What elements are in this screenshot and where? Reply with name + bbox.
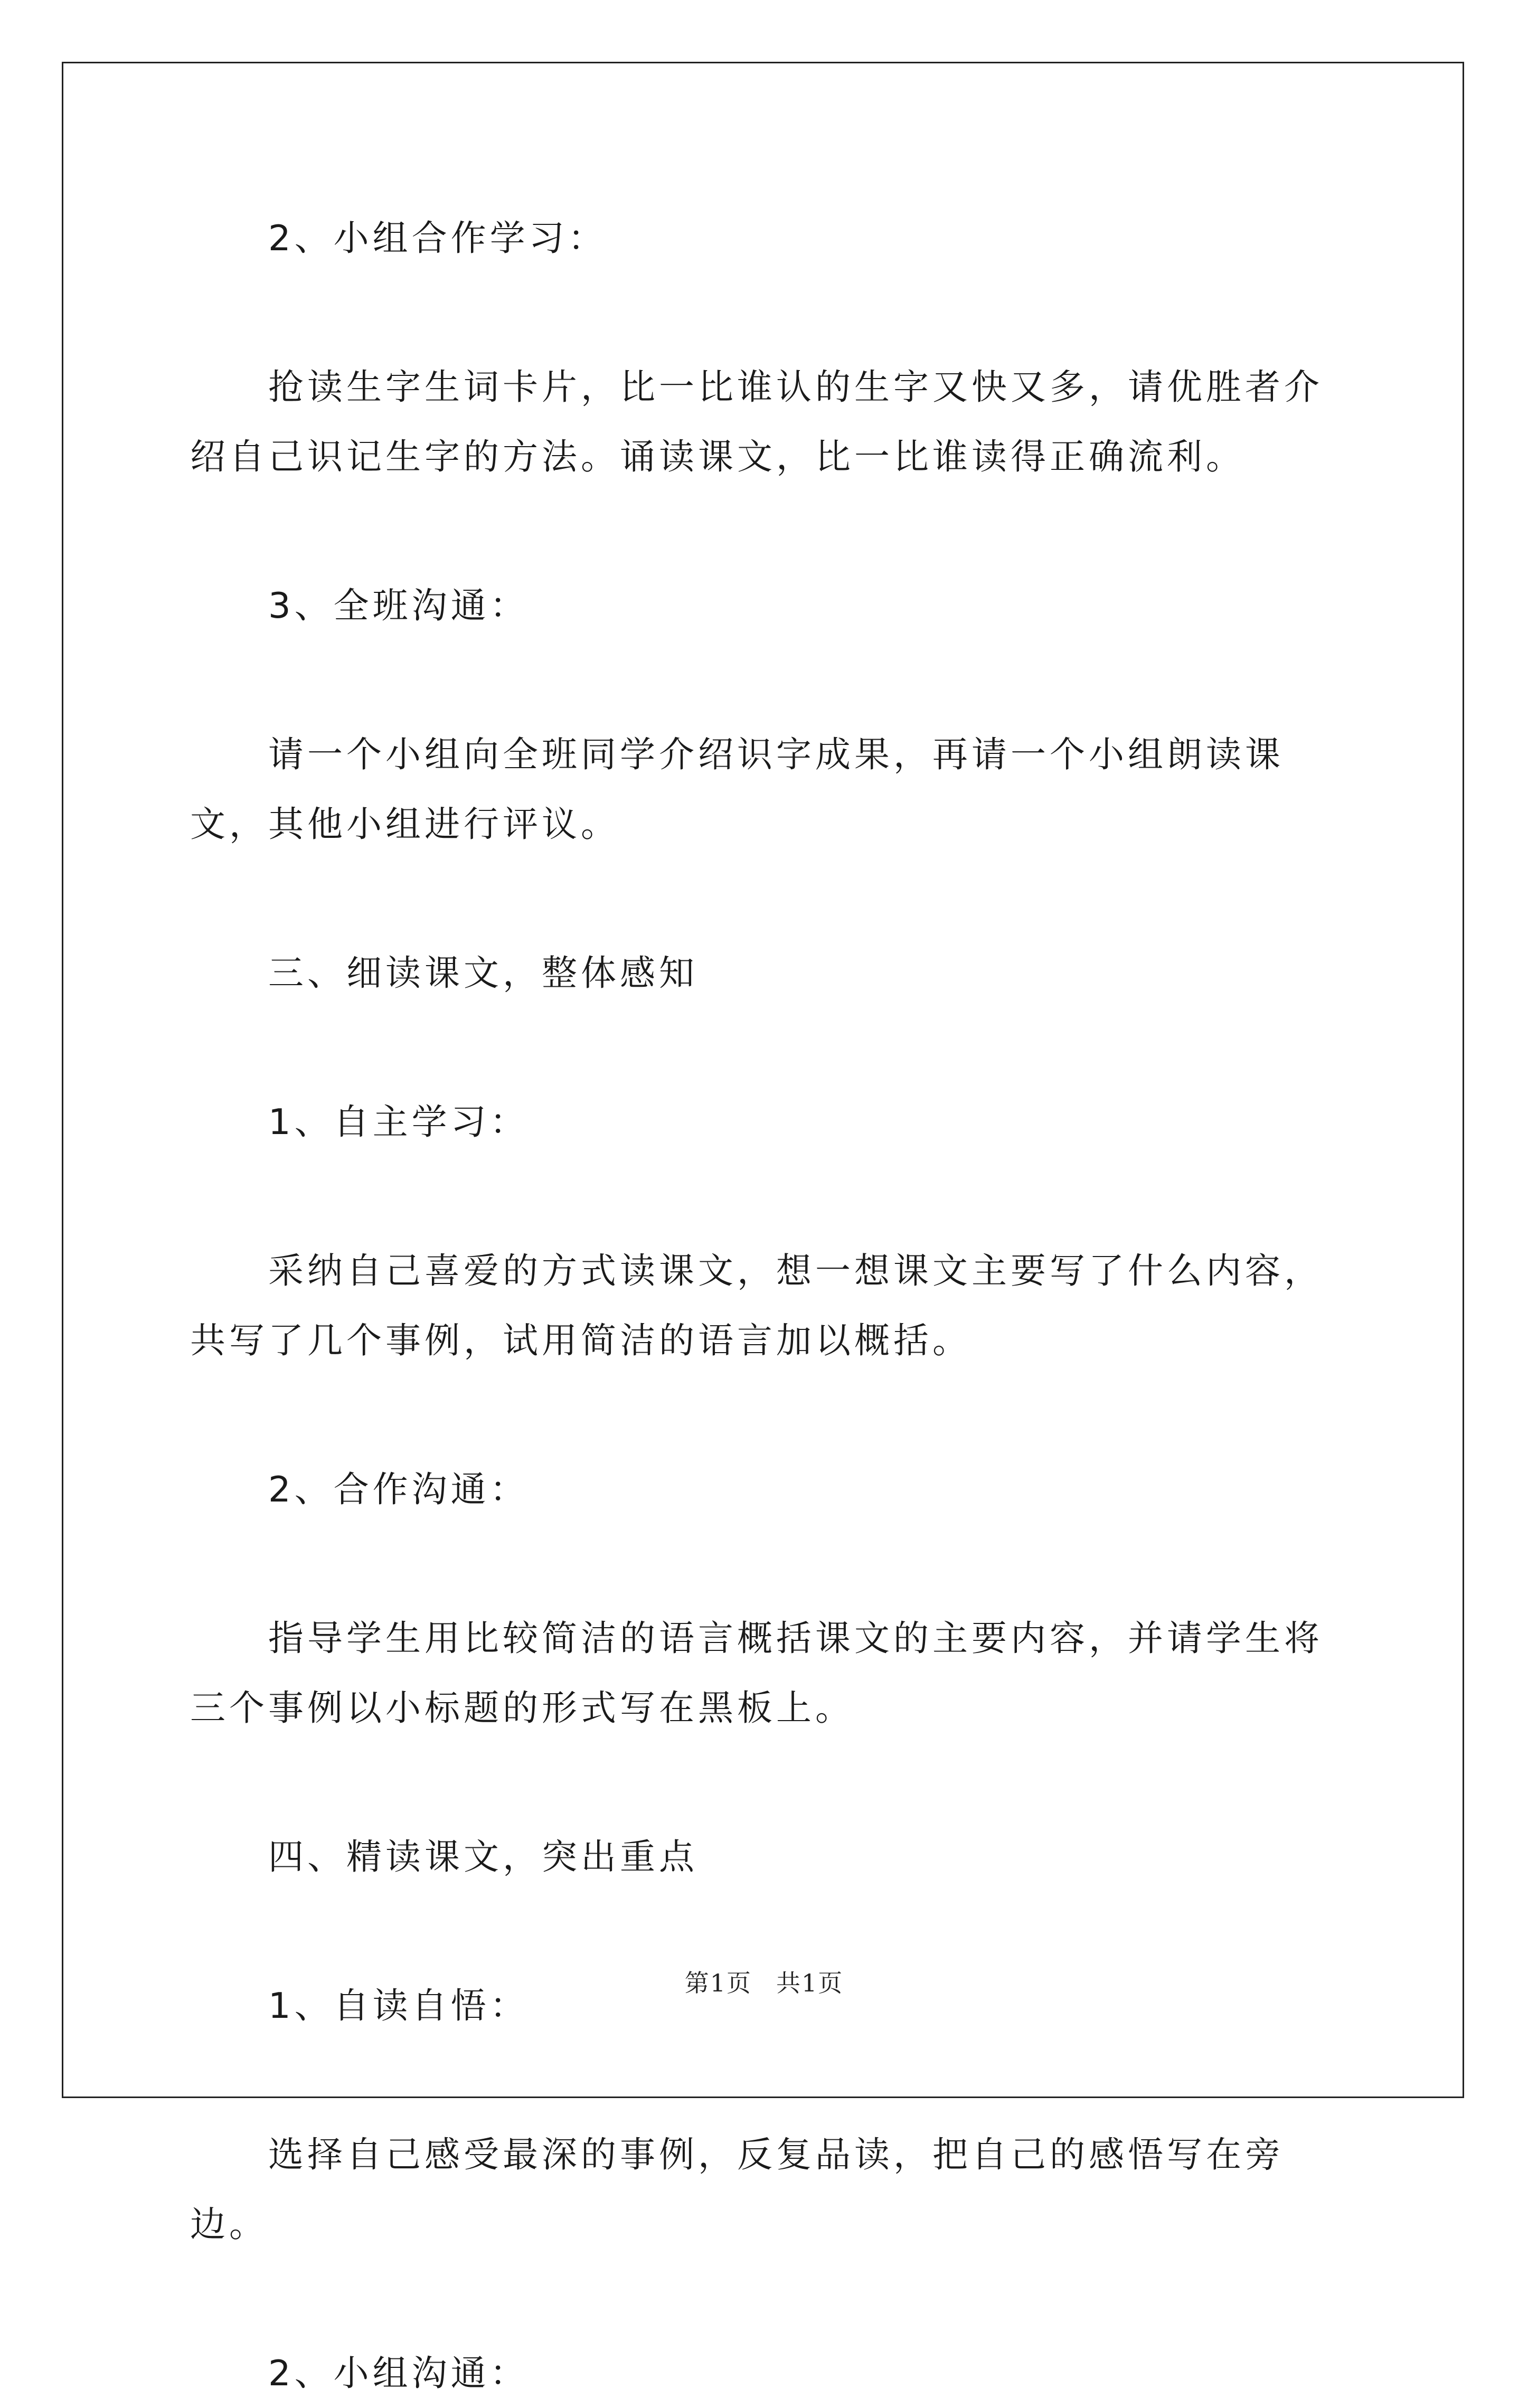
section-heading: 三、细读课文，整体感知 xyxy=(268,952,698,994)
page-number: 第1页 xyxy=(684,1969,752,1997)
page-total: 共1页 xyxy=(776,1969,844,1997)
paragraph: 1、自读自悟： xyxy=(268,1985,529,2026)
paragraph: 2、小组沟通： xyxy=(268,2353,529,2394)
paragraph: 选择自己感受最深的事例，反复品读，把自己的感悟写在旁边。 xyxy=(190,2134,1284,2245)
section-heading: 四、精读课文，突出重点 xyxy=(268,1836,698,1877)
paragraph: 请一个小组向全班同学介绍识字成果，再请一个小组朗读课文，其他小组进行评议。 xyxy=(190,734,1284,845)
paragraph: 3、全班沟通： xyxy=(268,585,529,626)
paragraph: 2、小组合作学习： xyxy=(268,218,607,259)
paragraph: 指导学生用比较简洁的语言概括课文的主要内容，并请学生将三个事例以小标题的形式写在黑板上。 xyxy=(190,1618,1323,1729)
page-footer xyxy=(0,1964,1528,1999)
paragraph: 采纳自己喜爱的方式读课文，想一想课文主要写了什么内容，共写了几个事例，试用简洁的语言加以概括。 xyxy=(190,1250,1323,1361)
document-body xyxy=(190,203,1352,2408)
paragraph: 1、自主学习： xyxy=(268,1101,529,1142)
paragraph: 2、合作沟通： xyxy=(268,1469,529,1510)
paragraph: 抢读生字生词卡片，比一比谁认的生字又快又多，请优胜者介绍自己识记生字的方法。诵读课文，比一比谁读得正确流利。 xyxy=(190,366,1323,477)
